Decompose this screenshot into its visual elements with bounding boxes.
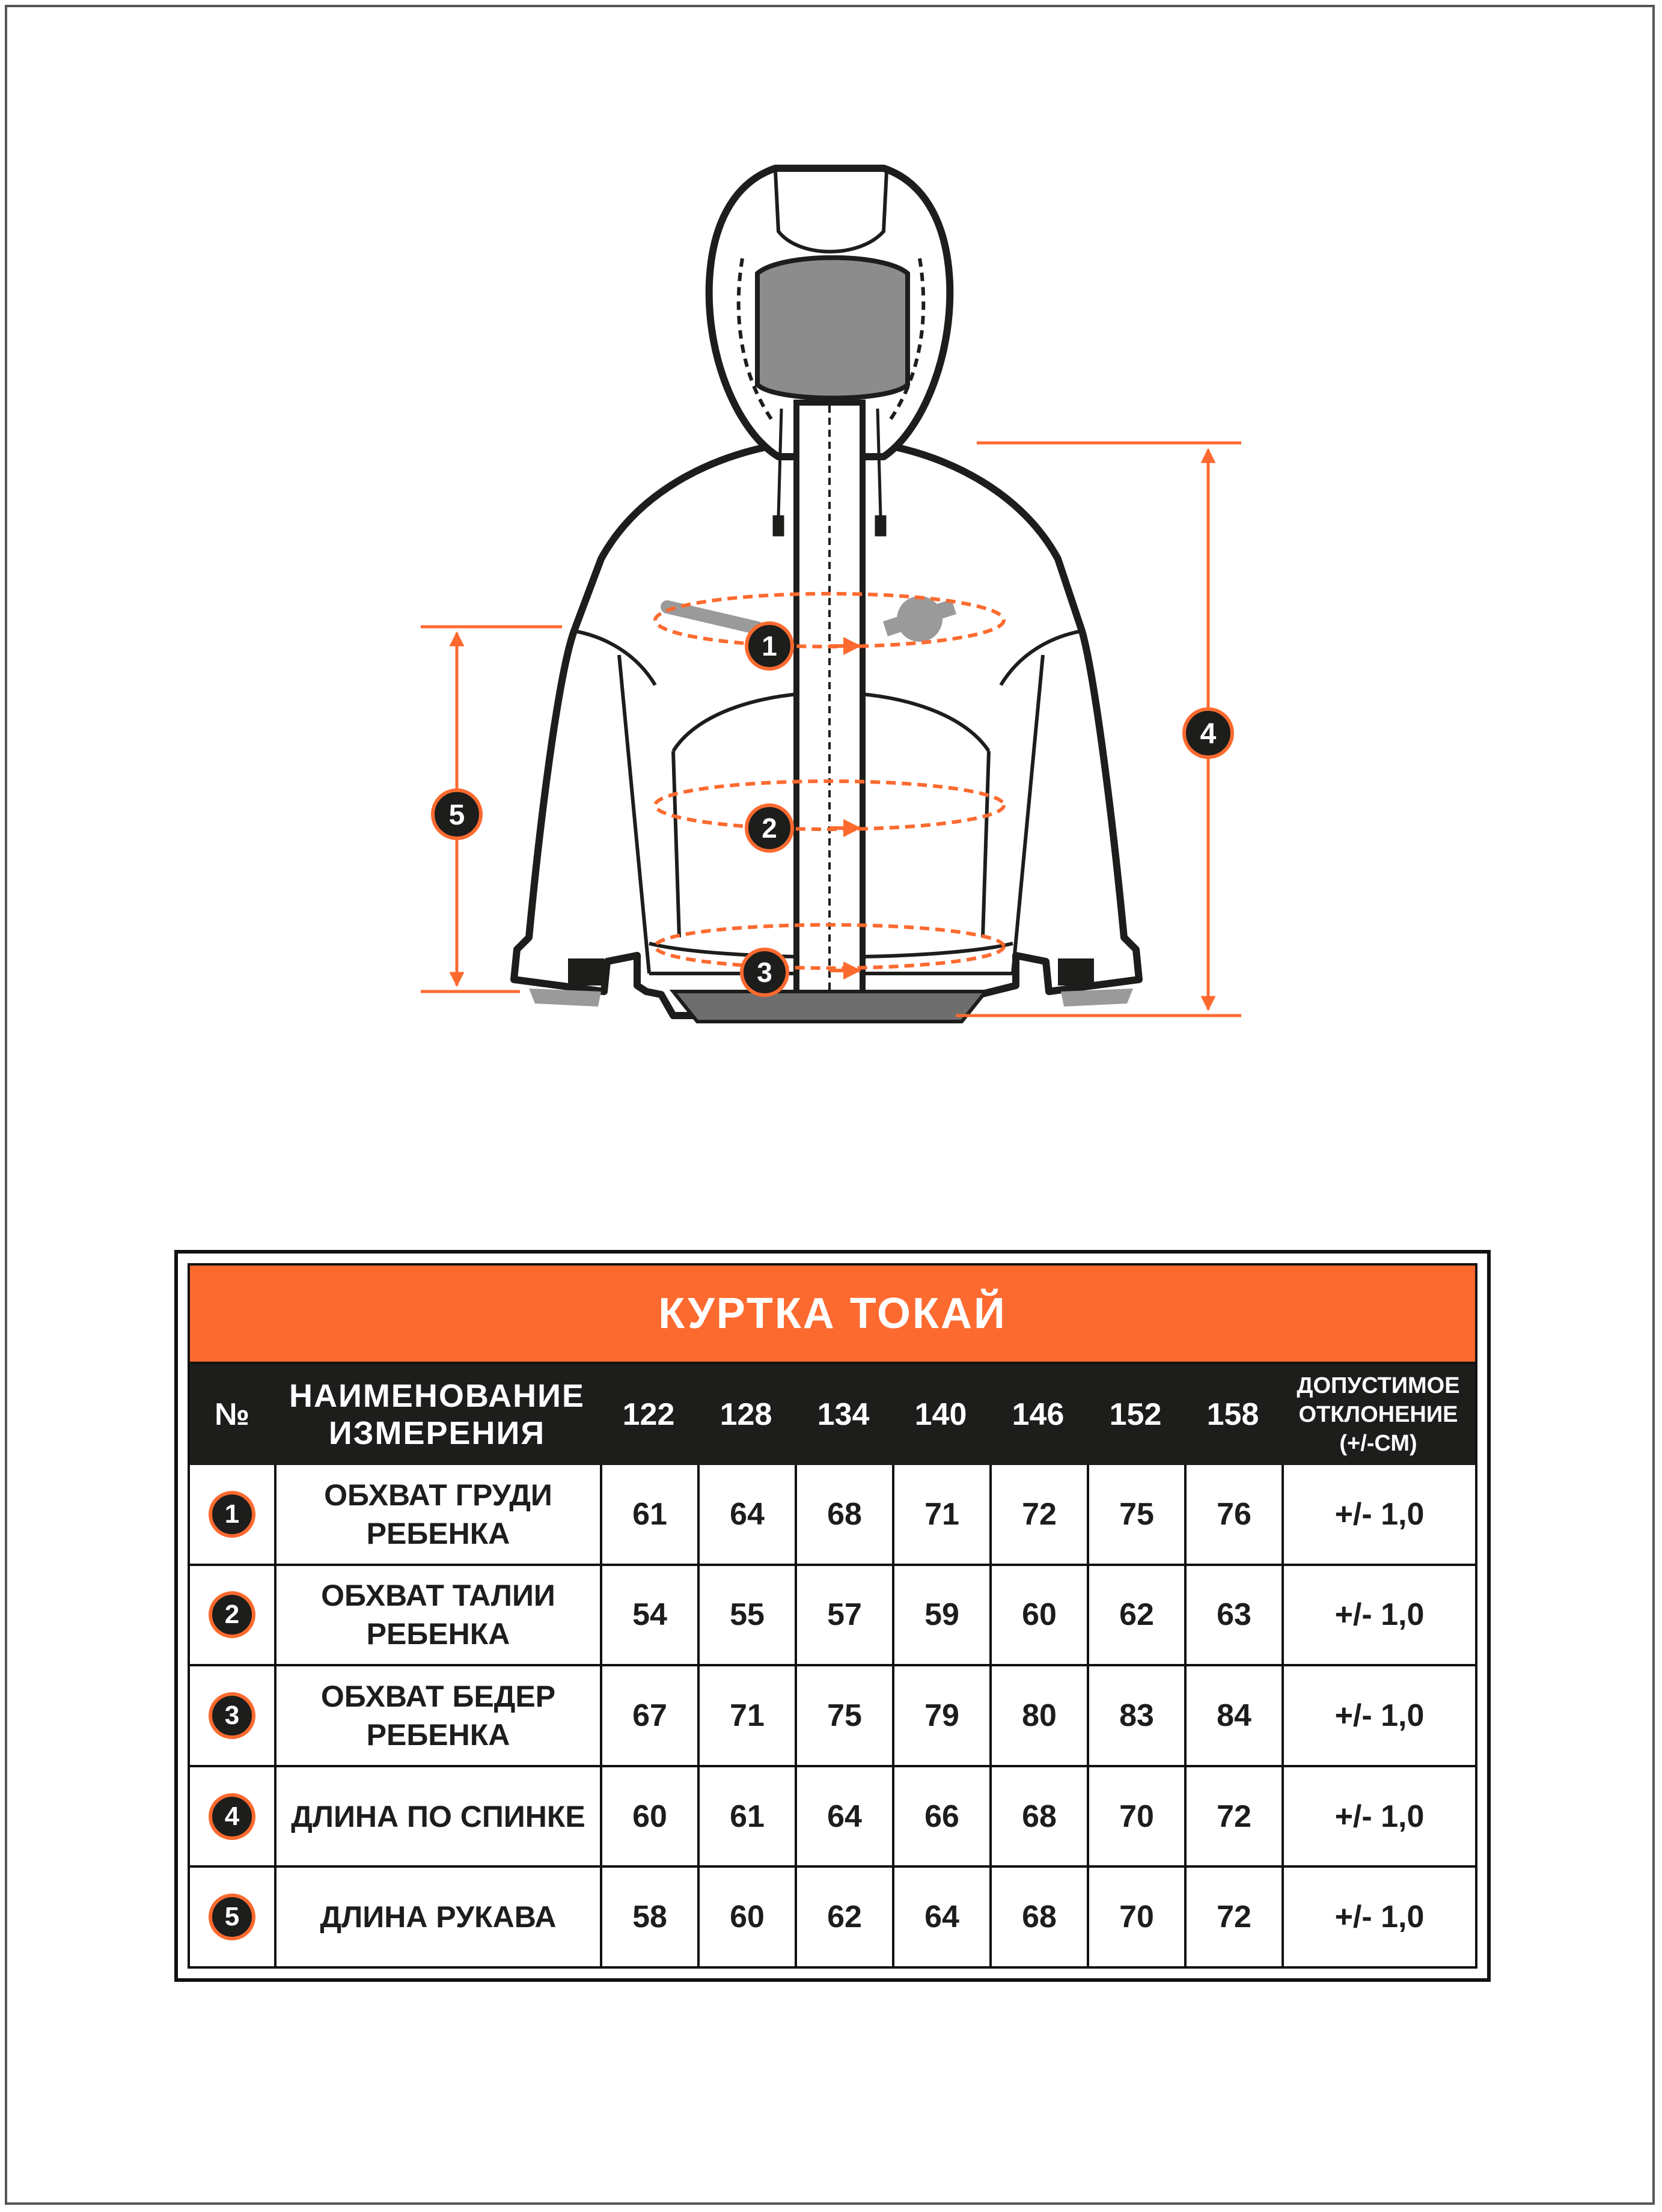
value-cell: 79	[892, 1666, 989, 1765]
row-number-cell	[190, 1868, 274, 1966]
value-cell: 64	[892, 1868, 989, 1966]
table-row	[190, 1865, 1475, 1966]
header-size-122: 122	[622, 1397, 675, 1432]
row-number-cell	[190, 1666, 274, 1765]
value-cell: 60	[697, 1868, 795, 1966]
row-number-cell	[190, 1465, 274, 1564]
row-number-cell	[190, 1566, 274, 1665]
tolerance-cell: +/- 1,0	[1282, 1465, 1475, 1564]
header-size-134: 134	[817, 1397, 870, 1432]
size-table	[188, 1263, 1477, 1969]
value-cell: 70	[1087, 1868, 1184, 1966]
measurement-name: ОБХВАТ ГРУДИ РЕБЕНКА	[274, 1465, 600, 1564]
table-title: КУРТКА ТОКАЙ	[190, 1266, 1475, 1364]
cuff-left-band	[568, 958, 604, 986]
tolerance-cell: +/- 1,0	[1282, 1666, 1475, 1765]
table-header-row	[190, 1364, 1475, 1465]
marker-1	[747, 623, 792, 669]
row-number-badge: 3	[209, 1692, 255, 1739]
value-cell: 60	[989, 1566, 1087, 1665]
header-no: №	[215, 1397, 249, 1432]
value-cell: 64	[795, 1767, 892, 1866]
table-row	[190, 1564, 1475, 1665]
hood-lining	[757, 258, 908, 398]
value-cell: 72	[1184, 1868, 1282, 1966]
measurement-name: ДЛИНА ПО СПИНКЕ	[274, 1767, 600, 1866]
value-cell: 60	[600, 1767, 697, 1866]
row-number-badge: 5	[209, 1894, 255, 1940]
value-cell: 61	[697, 1767, 795, 1866]
measurement-name: ОБХВАТ БЕДЕР РЕБЕНКА	[274, 1666, 600, 1765]
value-cell: 72	[989, 1465, 1087, 1564]
header-size-128: 128	[719, 1397, 772, 1432]
cuff-right-grey	[1061, 989, 1133, 1007]
table-row	[190, 1765, 1475, 1866]
value-cell: 67	[600, 1666, 697, 1765]
value-cell: 71	[892, 1465, 989, 1564]
row-number-badge: 2	[209, 1591, 255, 1638]
value-cell: 64	[697, 1465, 795, 1564]
tolerance-cell: +/- 1,0	[1282, 1767, 1475, 1866]
value-cell: 70	[1087, 1767, 1184, 1866]
cuff-left-grey	[529, 989, 601, 1007]
header-size-158: 158	[1206, 1397, 1259, 1432]
measurement-name: ОБХВАТ ТАЛИИ РЕБЕНКА	[274, 1566, 600, 1665]
value-cell: 71	[697, 1666, 795, 1765]
value-cell: 66	[892, 1767, 989, 1866]
marker-4	[1184, 709, 1232, 757]
hem-grey	[673, 992, 986, 1022]
value-cell: 58	[600, 1868, 697, 1966]
value-cell: 62	[1087, 1566, 1184, 1665]
value-cell: 75	[1087, 1465, 1184, 1564]
value-cell: 76	[1184, 1465, 1282, 1564]
tolerance-cell: +/- 1,0	[1282, 1566, 1475, 1665]
header-name: НАИМЕНОВАНИЕ ИЗМЕРЕНИЯ	[289, 1378, 585, 1451]
value-cell: 57	[795, 1566, 892, 1665]
tolerance-cell: +/- 1,0	[1282, 1868, 1475, 1966]
measurement-name: ДЛИНА РУКАВА	[274, 1868, 600, 1966]
value-cell: 68	[989, 1767, 1087, 1866]
header-size-152: 152	[1109, 1397, 1162, 1432]
value-cell: 59	[892, 1566, 989, 1665]
marker-3	[742, 949, 787, 995]
svg-text:1: 1	[762, 630, 777, 662]
value-cell: 54	[600, 1566, 697, 1665]
value-cell: 75	[795, 1666, 892, 1765]
value-cell: 80	[989, 1666, 1087, 1765]
value-cell: 63	[1184, 1566, 1282, 1665]
value-cell: 68	[989, 1868, 1087, 1966]
value-cell: 62	[795, 1868, 892, 1966]
svg-text:5: 5	[448, 799, 465, 831]
header-size-140: 140	[914, 1397, 967, 1432]
value-cell: 84	[1184, 1666, 1282, 1765]
table-body	[190, 1465, 1475, 1966]
svg-text:4: 4	[1200, 718, 1217, 750]
row-number-badge: 1	[209, 1491, 255, 1538]
value-cell: 83	[1087, 1666, 1184, 1765]
table-row	[190, 1664, 1475, 1765]
marker-2	[747, 805, 792, 851]
cuff-right-band	[1058, 958, 1094, 986]
value-cell: 68	[795, 1465, 892, 1564]
header-size-146: 146	[1012, 1397, 1065, 1432]
svg-text:2: 2	[762, 812, 777, 844]
value-cell: 55	[697, 1566, 795, 1665]
value-cell: 72	[1184, 1767, 1282, 1866]
marker-5	[433, 790, 481, 838]
table-row	[190, 1465, 1475, 1564]
svg-text:3: 3	[757, 957, 772, 988]
row-number-cell	[190, 1767, 274, 1866]
row-number-badge: 4	[209, 1793, 255, 1840]
value-cell: 61	[600, 1465, 697, 1564]
header-tolerance: ДОПУСТИМОЕ ОТКЛОНЕНИЕ (+/-СМ)	[1297, 1373, 1460, 1456]
